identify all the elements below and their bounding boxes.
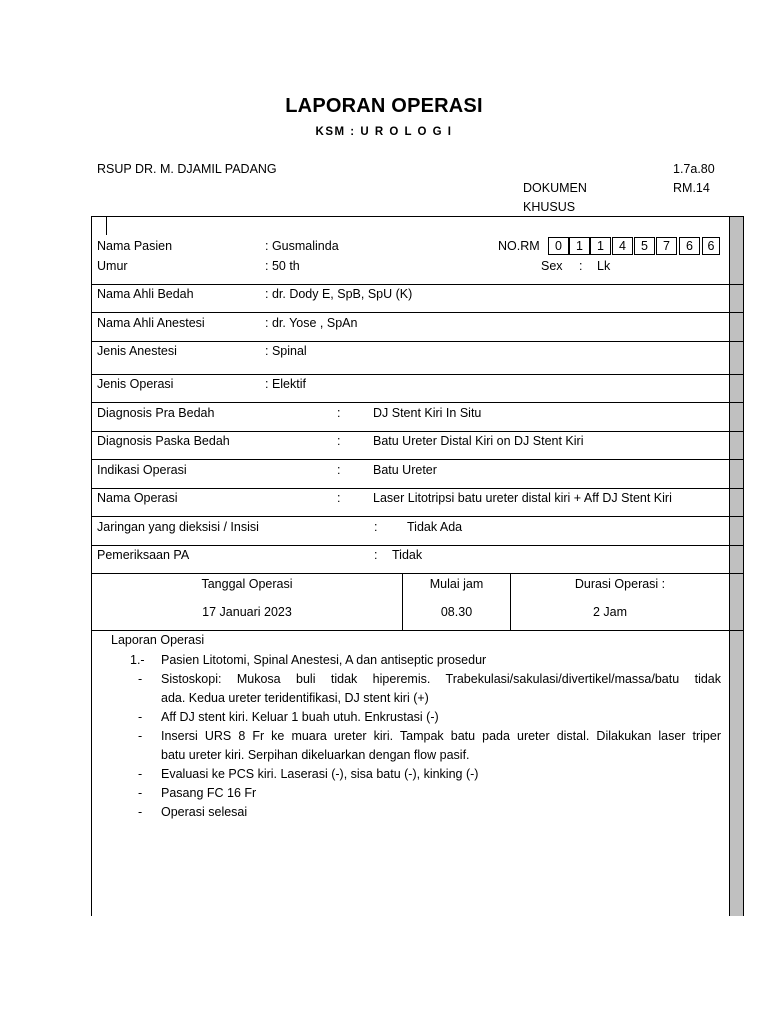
row-line (91, 374, 744, 375)
report-bullet-text: Insersi URS 8 Fr ke muara ureter kiri. Tampak batu pada ureter distal. Dilakukan laser triper (161, 729, 721, 743)
rm-digit-cell: 6 (702, 237, 720, 255)
page-title: LAPORAN OPERASI (285, 95, 483, 117)
report-item-number: 1.- (130, 653, 145, 667)
anesthesia-type-value: : Spinal (265, 344, 307, 358)
rm-digit-cell: 7 (656, 237, 677, 255)
report-bullet-text: Evaluasi ke PCS kiri. Laserasi (-), sisa batu (-), kinking (-) (161, 767, 479, 781)
report-bullet-text: batu ureter kiri. Serpihan dikeluarkan dengan flow pasif. (161, 748, 470, 762)
indication-label: Indikasi Operasi (97, 463, 187, 477)
bullet-dash: - (138, 729, 143, 743)
post-diagnosis-colon: : (337, 434, 341, 448)
row-line (91, 573, 744, 574)
bullet-dash: - (138, 786, 143, 800)
cursor-mark (106, 217, 107, 235)
start-time-value: 08.30 (440, 605, 473, 619)
patient-name-label: Nama Pasien (97, 239, 173, 253)
form-rm: RM.14 (673, 181, 710, 195)
rm-digit-cell: 5 (634, 237, 655, 255)
bullet-dash: - (138, 767, 143, 781)
pre-diagnosis-value: DJ Stent Kiri In Situ (373, 406, 482, 420)
patient-age-value: : 50 th (265, 259, 300, 273)
patient-age-label: Umur (97, 259, 128, 273)
row-line (91, 545, 744, 546)
operation-type-value: : Elektif (265, 377, 306, 391)
operation-type-label: Jenis Operasi (97, 377, 174, 391)
report-heading: Laporan Operasi (111, 633, 205, 647)
duration-value: 2 Jam (592, 605, 628, 619)
report-bullet-text: Pasang FC 16 Fr (161, 786, 257, 800)
hospital-name: RSUP DR. M. DJAMIL PADANG (97, 162, 277, 176)
sex-colon: : (579, 259, 583, 273)
excised-tissue-colon: : (374, 520, 378, 534)
right-margin-bar (729, 216, 744, 916)
operation-date-label: Tanggal Operasi (201, 577, 293, 591)
rm-digit-cell: 1 (590, 237, 611, 255)
operation-name-value: Laser Litotripsi batu ureter distal kiri + Aff DJ Stent Kiri (373, 491, 672, 505)
surgeon-value: : dr. Dody E, SpB, SpU (K) (265, 287, 413, 301)
pa-exam-label: Pemeriksaan PA (97, 548, 190, 562)
row-line (91, 312, 744, 313)
pa-exam-colon: : (374, 548, 378, 562)
row-line (91, 216, 744, 217)
rm-label: NO.RM (498, 239, 540, 253)
sex-value: Lk (597, 259, 611, 273)
bullet-dash: - (138, 710, 143, 724)
pa-exam-value: Tidak (392, 548, 423, 562)
start-time-label: Mulai jam (429, 577, 484, 591)
excised-tissue-value: Tidak Ada (407, 520, 463, 534)
row-line (91, 284, 744, 285)
doc-type-line1: DOKUMEN (523, 181, 587, 195)
page-subtitle: KSM : U R O L O G I (315, 126, 453, 138)
row-line (91, 488, 744, 489)
patient-name-value: : Gusmalinda (265, 239, 339, 253)
indication-colon: : (337, 463, 341, 477)
bullet-dash: - (138, 672, 143, 686)
form-code: 1.7a.80 (673, 162, 715, 176)
report-bullet-text: Operasi selesai (161, 805, 248, 819)
pre-diagnosis-colon: : (337, 406, 341, 420)
post-diagnosis-value: Batu Ureter Distal Kiri on DJ Stent Kiri (373, 434, 584, 448)
pre-diagnosis-label: Diagnosis Pra Bedah (97, 406, 215, 420)
anesthetist-label: Nama Ahli Anestesi (97, 316, 205, 330)
report-bullet-text: ada. Kedua ureter teridentifikasi, DJ stent kiri (+) (161, 691, 429, 705)
operation-date-value: 17 Januari 2023 (202, 605, 292, 619)
report-bullet-text: Aff DJ stent kiri. Keluar 1 buah utuh. Enkrustasi (-) (161, 710, 439, 724)
rm-digit-cell: 4 (612, 237, 633, 255)
sex-label: Sex (541, 259, 563, 273)
report-bullet-text: Sistoskopi: Mukosa buli tidak hiperemis. Trabekulasi/sakulasi/divertikel/massa/batu tidak (161, 672, 721, 686)
bullet-dash: - (138, 805, 143, 819)
indication-value: Batu Ureter (373, 463, 437, 477)
anesthetist-value: : dr. Yose , SpAn (265, 316, 358, 330)
row-line (91, 459, 744, 460)
row-line (91, 516, 744, 517)
row-line (91, 402, 744, 403)
rm-digit-cell: 1 (569, 237, 590, 255)
doc-type-line2: KHUSUS (523, 200, 576, 214)
row-line (91, 341, 744, 342)
surgeon-label: Nama Ahli Bedah (97, 287, 194, 301)
operation-name-colon: : (337, 491, 341, 505)
excised-tissue-label: Jaringan yang dieksisi / Insisi (97, 520, 259, 534)
duration-label: Durasi Operasi : (574, 577, 666, 591)
rm-digit-cell: 6 (679, 237, 700, 255)
report-item-text: Pasien Litotomi, Spinal Anestesi, A dan antiseptic prosedur (161, 653, 487, 667)
anesthesia-type-label: Jenis Anestesi (97, 344, 177, 358)
row-line (91, 630, 744, 631)
post-diagnosis-label: Diagnosis Paska Bedah (97, 434, 230, 448)
row-line (91, 431, 744, 432)
rm-digit-cell: 0 (548, 237, 569, 255)
frame-left-border (91, 216, 92, 916)
operation-name-label: Nama Operasi (97, 491, 178, 505)
